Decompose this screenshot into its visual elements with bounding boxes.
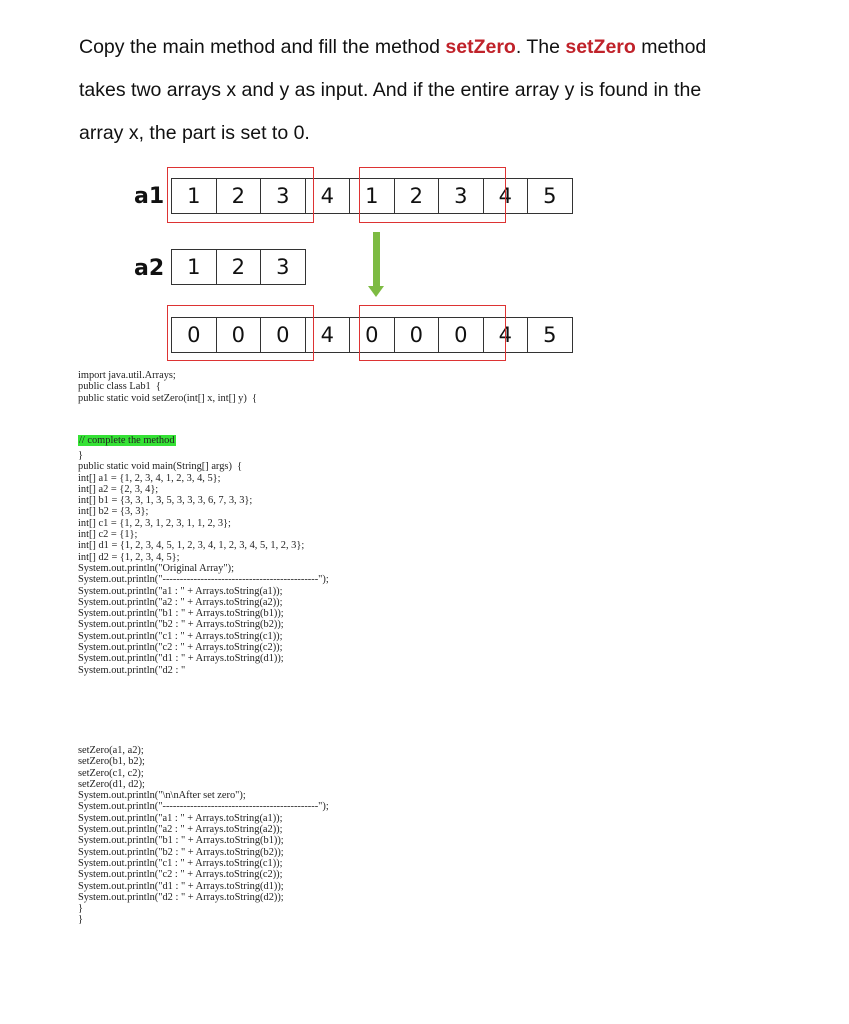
code-line: setZero(b1, b2); bbox=[78, 756, 145, 768]
code-line: System.out.println("a2 : " + Arrays.toString(a2)); bbox=[78, 596, 283, 608]
down-arrow-icon bbox=[368, 286, 384, 297]
a1-cell: 4 bbox=[483, 178, 529, 214]
code-line: System.out.println("a1 : " + Arrays.toString(a1)); bbox=[78, 812, 283, 824]
instructions bbox=[79, 26, 819, 155]
zeroed-highlight-box bbox=[167, 305, 314, 361]
a2-array bbox=[172, 249, 306, 285]
a1-cell: 2 bbox=[394, 178, 440, 214]
code-line: } bbox=[78, 903, 83, 915]
code-line: System.out.println("d1 : " + Arrays.toString(d1)); bbox=[78, 880, 284, 892]
code-line: import java.util.Arrays; bbox=[78, 370, 176, 381]
code-line: int[] d2 = {1, 2, 3, 4, 5}; bbox=[78, 551, 180, 563]
a1-cell: 1 bbox=[171, 178, 217, 214]
code-line: int[] d1 = {1, 2, 3, 4, 5, 1, 2, 3, 4, 1, 2, 3, 4, 5, 1, 2, 3}; bbox=[78, 540, 305, 552]
code-line: int[] b2 = {3, 3}; bbox=[78, 506, 149, 518]
match-highlight-box bbox=[167, 167, 314, 223]
code-line: System.out.println("b2 : " + Arrays.toString(b2)); bbox=[78, 619, 284, 631]
code-line: System.out.println("c2 : " + Arrays.toString(c2)); bbox=[78, 642, 283, 654]
code-line: System.out.println("a2 : " + Arrays.toString(a2)); bbox=[78, 824, 283, 836]
result-cell: 0 bbox=[438, 317, 484, 353]
result-cell: 0 bbox=[394, 317, 440, 353]
code-header bbox=[78, 370, 257, 404]
code-line: } bbox=[78, 914, 83, 926]
code-line: System.out.println("c1 : " + Arrays.toString(c1)); bbox=[78, 630, 283, 642]
a1-label: a1 bbox=[134, 184, 165, 209]
match-highlight-box bbox=[359, 167, 506, 223]
result-cell: 0 bbox=[349, 317, 395, 353]
code-line: System.out.println("---------------------------------------------"); bbox=[78, 801, 329, 813]
code-line: System.out.println("b1 : " + Arrays.toString(b1)); bbox=[78, 608, 284, 620]
code-line: } bbox=[78, 450, 83, 461]
result-cell: 0 bbox=[216, 317, 262, 353]
result-cell: 4 bbox=[483, 317, 529, 353]
code-line: System.out.println("c2 : " + Arrays.toString(c2)); bbox=[78, 869, 283, 881]
method-name-highlight: setZero bbox=[565, 36, 636, 58]
zeroed-highlight-box bbox=[359, 305, 506, 361]
code-line: System.out.println("Original Array"); bbox=[78, 562, 234, 574]
a2-label: a2 bbox=[134, 256, 165, 281]
method-name-highlight: setZero bbox=[445, 36, 516, 58]
code-line: System.out.println("c1 : " + Arrays.toString(c1)); bbox=[78, 857, 283, 869]
code-line: public static void main(String[] args) { bbox=[78, 461, 243, 473]
code-line: System.out.println("a1 : " + Arrays.toString(a1)); bbox=[78, 585, 283, 597]
code-line: System.out.println("d1 : " + Arrays.toString(d1)); bbox=[78, 653, 284, 665]
instructions-line-2: takes two arrays x and y as input. And if the entire array y is found in the bbox=[79, 79, 702, 101]
result-cell: 4 bbox=[305, 317, 351, 353]
code-line: System.out.println("d2 : " bbox=[78, 664, 186, 676]
a2-cell: 1 bbox=[171, 249, 217, 285]
code-line: int[] b1 = {3, 3, 1, 3, 5, 3, 3, 3, 6, 7, 3, 3}; bbox=[78, 495, 253, 507]
code-line: int[] c2 = {1}; bbox=[78, 529, 138, 541]
a1-cell: 1 bbox=[349, 178, 395, 214]
code-line: System.out.println("b2 : " + Arrays.toString(b2)); bbox=[78, 846, 284, 858]
code-line: setZero(d1, d2); bbox=[78, 778, 145, 790]
code-main-method bbox=[78, 450, 329, 676]
code-line: setZero(c1, c2); bbox=[78, 767, 144, 779]
code-line: int[] c1 = {1, 2, 3, 1, 2, 3, 1, 1, 2, 3}; bbox=[78, 517, 231, 529]
code-line: int[] a1 = {1, 2, 3, 4, 1, 2, 3, 4, 5}; bbox=[78, 472, 221, 484]
result-cell: 5 bbox=[527, 317, 573, 353]
code-line: setZero(a1, a2); bbox=[78, 745, 144, 756]
down-arrow-icon bbox=[373, 232, 380, 290]
code-line: int[] a2 = {2, 3, 4}; bbox=[78, 483, 159, 495]
code-line: System.out.println("b1 : " + Arrays.toString(b1)); bbox=[78, 835, 284, 847]
instructions-line-1: Copy the main method and fill the method setZero. The setZero method bbox=[79, 36, 707, 58]
code-line: System.out.println("---------------------------------------------"); bbox=[78, 574, 329, 586]
a1-cell: 3 bbox=[438, 178, 484, 214]
code-after-block bbox=[78, 745, 329, 926]
a1-cell: 5 bbox=[527, 178, 573, 214]
code-line: System.out.println("\n\nAfter set zero"); bbox=[78, 790, 246, 802]
a2-cell: 3 bbox=[260, 249, 306, 285]
a1-cell: 3 bbox=[260, 178, 306, 214]
a1-cell: 2 bbox=[216, 178, 262, 214]
code-line: public class Lab1 { bbox=[78, 381, 161, 393]
code-line: public static void setZero(int[] x, int[] y) { bbox=[78, 392, 257, 404]
complete-method-comment: // complete the method bbox=[79, 435, 175, 446]
result-cell: 0 bbox=[260, 317, 306, 353]
a2-cell: 2 bbox=[216, 249, 262, 285]
code-comment bbox=[78, 435, 176, 446]
a1-cell: 4 bbox=[305, 178, 351, 214]
result-cell: 0 bbox=[171, 317, 217, 353]
code-line: System.out.println("d2 : " + Arrays.toString(d2)); bbox=[78, 891, 284, 903]
instructions-line-3: array x, the part is set to 0. bbox=[79, 122, 310, 144]
